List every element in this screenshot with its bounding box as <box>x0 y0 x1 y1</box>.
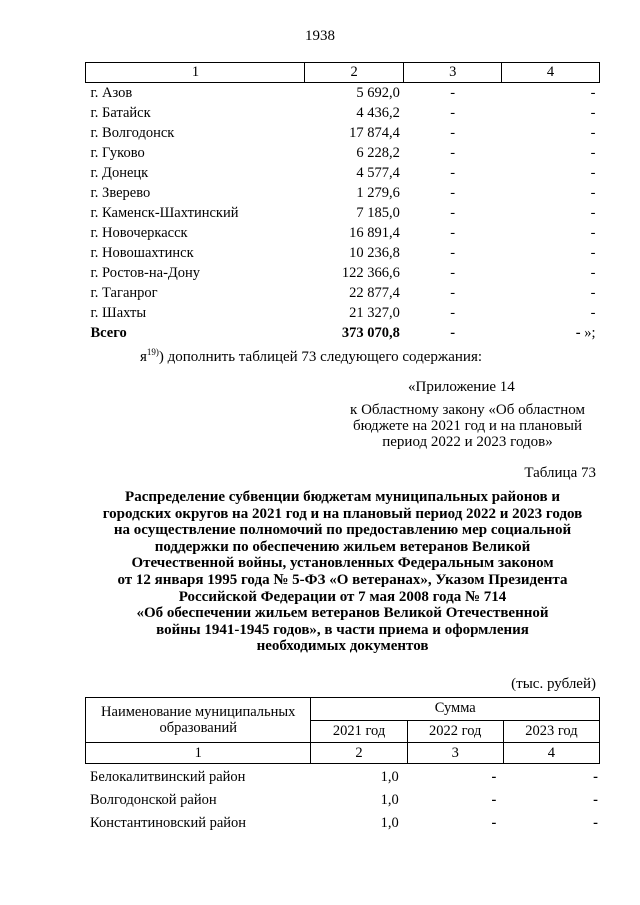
value-2023: - <box>593 815 598 831</box>
total-value-2023: - »; <box>575 325 596 341</box>
value-col-3: - <box>450 225 456 241</box>
appendix-reference: к Областному закону «Об областном бюджете на 2021 год и на плановый период 2022 и 2023 годов» <box>350 402 585 450</box>
year-2023-header: 2023 год <box>503 720 599 743</box>
year-2022-header: 2022 год <box>407 720 503 743</box>
value-col-3: - <box>450 145 456 161</box>
column-number-3: 3 <box>404 63 502 83</box>
title-line: Отечественной войны, установленных Федеральным законом <box>131 555 554 572</box>
value-col-2: 4 436,2 <box>356 105 400 121</box>
value-col-4: - <box>590 205 596 221</box>
value-col-3: - <box>450 165 456 181</box>
title-line: «Об обеспечении жильем ветеранов Великой Отечественной <box>136 605 549 622</box>
column-number-2: 2 <box>304 63 403 83</box>
value-col-4: - <box>590 265 596 281</box>
municipality-header: Наименование муниципальных образований <box>86 698 311 743</box>
value-col-2: 17 874,4 <box>349 125 400 141</box>
value-col-4: - <box>590 245 596 261</box>
appendix-heading: «Приложение 14 <box>408 379 515 395</box>
municipality-name: г. Волгодонск <box>90 125 175 141</box>
value-col-3: - <box>450 105 456 121</box>
amendment-paragraph: $я^{19)}$) дополнить таблицей 73 следующего содержания: <box>140 347 483 365</box>
units-label: (тыс. рублей) <box>511 676 596 692</box>
value-2023: - <box>593 769 598 785</box>
municipality-name: г. Азов <box>90 85 133 101</box>
value-col-4: - <box>590 105 596 121</box>
total-label: Всего <box>90 325 127 341</box>
table-row <box>86 203 600 223</box>
table-row <box>85 789 600 812</box>
title-line: на осуществление полномочий по предоставлению мер социальной <box>113 522 572 539</box>
municipality-name: Волгодонской район <box>90 792 217 808</box>
municipality-name: г. Донецк <box>90 165 149 181</box>
value-2022: - <box>491 815 497 831</box>
value-col-2: 22 877,4 <box>349 285 400 301</box>
value-col-3: - <box>450 265 456 281</box>
value-col-3: - <box>450 305 456 321</box>
value-col-3: - <box>450 285 456 301</box>
value-col-2: 1 279,6 <box>356 185 400 201</box>
title-line: от 12 января 1995 года № 5-ФЗ «О ветеранах», Указом Президента <box>117 571 568 588</box>
municipality-name: г. Таганрог <box>90 285 158 301</box>
page-number: 1938 <box>305 28 335 44</box>
municipality-name: г. Батайск <box>90 105 151 121</box>
table-header-row <box>86 63 600 83</box>
table-row <box>86 123 600 143</box>
value-col-2: 5 692,0 <box>356 85 400 101</box>
value-col-2: 122 366,6 <box>341 265 400 281</box>
title-line: необходимых документов <box>256 638 429 655</box>
total-row <box>86 323 600 343</box>
title-line: городских округов на 2021 год и на плановый период 2022 и 2023 годов <box>102 505 583 522</box>
value-col-3: - <box>450 125 456 141</box>
table-row <box>85 812 600 835</box>
total-value-2021: 373 070,8 <box>341 325 400 341</box>
municipality-name: г. Новошахтинск <box>90 245 194 261</box>
column-number-2: 2 <box>311 743 407 764</box>
table-row <box>85 766 600 789</box>
value-2021: 1,0 <box>380 815 399 831</box>
municipality-name: г. Шахты <box>90 305 147 321</box>
table-row <box>86 283 600 303</box>
value-col-2: 21 327,0 <box>349 305 400 321</box>
table-title <box>85 489 600 655</box>
title-line: Распределение субвенции бюджетам муниципальных районов и <box>125 489 560 505</box>
municipality-name: г. Гуково <box>90 145 145 161</box>
title-line: войны 1941-1945 годов», в части приема и оформления <box>156 621 529 638</box>
table-row <box>86 223 600 243</box>
municipality-name: г. Ростов-на-Дону <box>90 265 201 281</box>
year-2021-header: 2021 год <box>311 720 407 743</box>
value-2021: 1,0 <box>380 792 399 808</box>
value-col-4: - <box>590 165 596 181</box>
value-2022: - <box>491 769 497 785</box>
column-number-1: 1 <box>86 743 311 764</box>
value-2022: - <box>491 792 497 808</box>
value-col-2: 16 891,4 <box>349 225 400 241</box>
title-line: Российской Федерации от 7 мая 2008 года № 714 <box>178 588 507 605</box>
value-col-3: - <box>450 85 456 101</box>
value-2021: 1,0 <box>380 769 399 785</box>
total-value-2022: - <box>450 325 456 341</box>
column-number-4: 4 <box>503 743 599 764</box>
table-row <box>86 83 600 104</box>
value-col-3: - <box>450 205 456 221</box>
value-col-4: - <box>590 145 596 161</box>
value-col-4: - <box>590 285 596 301</box>
header-row-numbers <box>86 743 600 764</box>
table-row <box>86 303 600 323</box>
value-col-2: 4 577,4 <box>356 165 400 181</box>
table-row <box>86 103 600 123</box>
value-col-4: - <box>590 185 596 201</box>
value-col-4: - <box>590 225 596 241</box>
value-2023: - <box>593 792 598 808</box>
municipality-name: г. Зверево <box>90 185 151 201</box>
table-row <box>86 143 600 163</box>
value-col-4: - <box>590 85 596 101</box>
title-line: поддержки по обеспечению жильем ветеранов Великой <box>154 538 531 555</box>
table-row <box>86 243 600 263</box>
table73-header <box>85 697 600 764</box>
distribution-table-continued <box>85 62 600 343</box>
value-col-2: 6 228,2 <box>356 145 400 161</box>
value-col-3: - <box>450 185 456 201</box>
column-number-4: 4 <box>502 63 600 83</box>
table-number: Таблица 73 <box>524 465 596 481</box>
table-row <box>86 183 600 203</box>
column-number-1: 1 <box>86 63 305 83</box>
sum-header: Сумма <box>311 698 600 721</box>
table73-body <box>85 766 600 835</box>
table-row <box>86 263 600 283</box>
value-col-4: - <box>590 305 596 321</box>
municipality-name: Константиновский район <box>90 815 247 831</box>
header-row-top <box>86 698 600 721</box>
value-col-4: - <box>590 125 596 141</box>
value-col-3: - <box>450 245 456 261</box>
table-row <box>86 163 600 183</box>
municipality-name: Белокалитвинский район <box>90 769 246 785</box>
value-col-2: 7 185,0 <box>356 205 400 221</box>
value-col-2: 10 236,8 <box>349 245 400 261</box>
column-number-3: 3 <box>407 743 503 764</box>
municipality-name: г. Новочеркасск <box>90 225 188 241</box>
municipality-name: г. Каменск-Шахтинский <box>90 205 239 221</box>
